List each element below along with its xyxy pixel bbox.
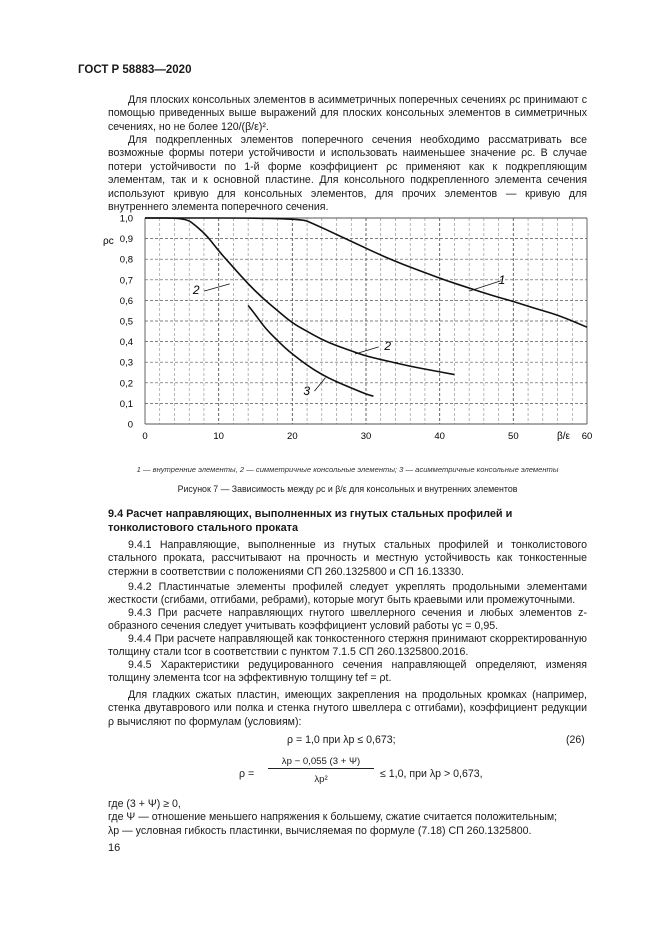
figure-legend: 1 — внутренние элементы, 2 — симметричные консольные элементы; 3 — асимметричные консольные элементы — [136, 465, 559, 474]
y-tick-label: 0,6 — [119, 295, 133, 307]
series-label-1: 1 — [498, 272, 506, 287]
y-tick-label: 0,9 — [119, 234, 133, 246]
page-number: 16 — [108, 842, 121, 854]
y-tick-labels — [120, 214, 133, 431]
y-tick-label: 0,4 — [119, 337, 133, 349]
x-tick-label: 10 — [213, 431, 224, 442]
formula-1: ρ = 1,0 при λp ≤ 0,673; — [287, 734, 396, 746]
leader-line-1 — [469, 281, 500, 291]
leader-line-2-left — [204, 284, 230, 291]
paragraph-9-4-5: 9.4.5 Характеристики редуцированного сечения направляющей определяют, изменяя толщину элемента tcor на эффективную толщину tef = ρt. — [108, 659, 587, 685]
formula-2-numerator: λp − 0,055 (3 + Ψ) — [268, 756, 374, 769]
y-tick-label: 0,8 — [119, 254, 133, 266]
curve-series-2 — [145, 218, 454, 375]
y-tick-label: 0,1 — [119, 398, 133, 410]
formula-2-rhs: ≤ 1,0, при λp > 0,673, — [380, 768, 483, 780]
intro-paragraph-2: Для подкрепленных элементов поперечного сечения необходимо рассматривать все возможные формы потери устойчивости и использовать наименьшее значение ρc. В случае потери устойчивости по 1-й форме коэффициент ρc применяют как к подкрепляющим элементам, так и к основной пластине. Для консольного подкрепленного элемента сечения используют кривую для консольных элементов, для прочих элементов — кривую для внутреннего элемента поперечного сечения. — [108, 134, 587, 214]
intro-paragraph-1: Для плоских консольных элементов в асимметричных поперечных сечениях ρc принимают с помощью приведенных выше выражений для плоских консольных элементов в симметричных сечениях, но не более 120/(β/ε)². — [108, 94, 587, 133]
x-tick-label: 20 — [287, 431, 298, 442]
y-tick-label: 0,2 — [119, 378, 133, 390]
paragraph-9-4-3: 9.4.3 При расчете направляющих гнутого швеллерного сечения и любых элементов z-образного сечения следует учитывать коэффициент условий работы γc = 0,95. — [108, 607, 587, 633]
paragraph-reduction: Для гладких сжатых пластин, имеющих закрепления на продольных кромках (например, стенка двутаврового или полка и стенка гнутого швеллера с отгибами), коэффициент редукции ρ вычисляют по формулам (условиям): — [108, 689, 587, 728]
y-tick-label: 0,3 — [119, 357, 133, 369]
x-tick-label: 0 — [142, 431, 148, 442]
figure-caption: Рисунок 7 — Зависимость между ρc и β/ε для консольных и внутренних элементов — [177, 484, 518, 494]
series-label-3: 3 — [303, 384, 311, 399]
x-tick-label: 30 — [360, 431, 372, 442]
formula-2-lhs: ρ = — [239, 768, 255, 780]
paragraph-9-4-2: 9.4.2 Пластинчатые элементы профилей следует укреплять продольными элементами жесткости (сгибами, отгибами, ребрами), которые могут быть краевыми или промежуточными. — [108, 581, 587, 607]
y-tick-label: 1,0 — [119, 213, 133, 225]
y-tick-label: 0,5 — [119, 316, 133, 328]
x-tick-label: 60 — [581, 431, 593, 442]
leader-line-2 — [355, 347, 379, 354]
paragraph-9-4-1: 9.4.1 Направляющие, выполненные из гнутых стальных профилей и тонколистового стального проката, рассчитывают на прочность и местную устойчивость как тонкостенные стержни в соответствии с положениями СП 260.1325800 и СП 16.13330. — [108, 539, 587, 578]
formula-number: (26) — [566, 734, 585, 746]
x-axis-label: β/ε — [557, 431, 570, 442]
y-tick-label: 0,7 — [119, 275, 133, 287]
series-labels — [192, 273, 505, 398]
rho-chart — [90, 206, 600, 451]
where-line-2: где Ψ — отношение меньшего напряжения к большему, сжатие считается положительным; — [108, 811, 558, 823]
x-tick-label: 50 — [508, 431, 519, 442]
series-label-2: 2 — [384, 338, 392, 353]
where-line-3: λp — условная гибкость пластинки, вычисляемая по формуле (7.18) СП 260.1325800. — [108, 825, 532, 837]
where-line-1: где (3 + Ψ) ≥ 0, — [108, 798, 181, 810]
y-axis-label: ρc — [103, 236, 114, 247]
y-tick-label: 0 — [127, 419, 133, 431]
paragraph-9-4-4: 9.4.4 При расчете направляющей как тонкостенного стержня принимают скорректированную толщину стали tcor в соответствии с пунктом 7.1.5 СП 260.1325800.2016. — [108, 633, 587, 659]
x-tick-labels — [142, 431, 592, 442]
standard-header: ГОСТ Р 58883—2020 — [78, 64, 192, 76]
series-label-2-left: 2 — [192, 283, 200, 298]
formula-2-denominator: λp² — [314, 774, 328, 785]
x-tick-label: 40 — [434, 431, 445, 442]
section-title: 9.4 Расчет направляющих, выполненных из гнутых стальных профилей и тонколистового стального проката — [108, 508, 513, 534]
leader-line-3 — [314, 378, 325, 392]
